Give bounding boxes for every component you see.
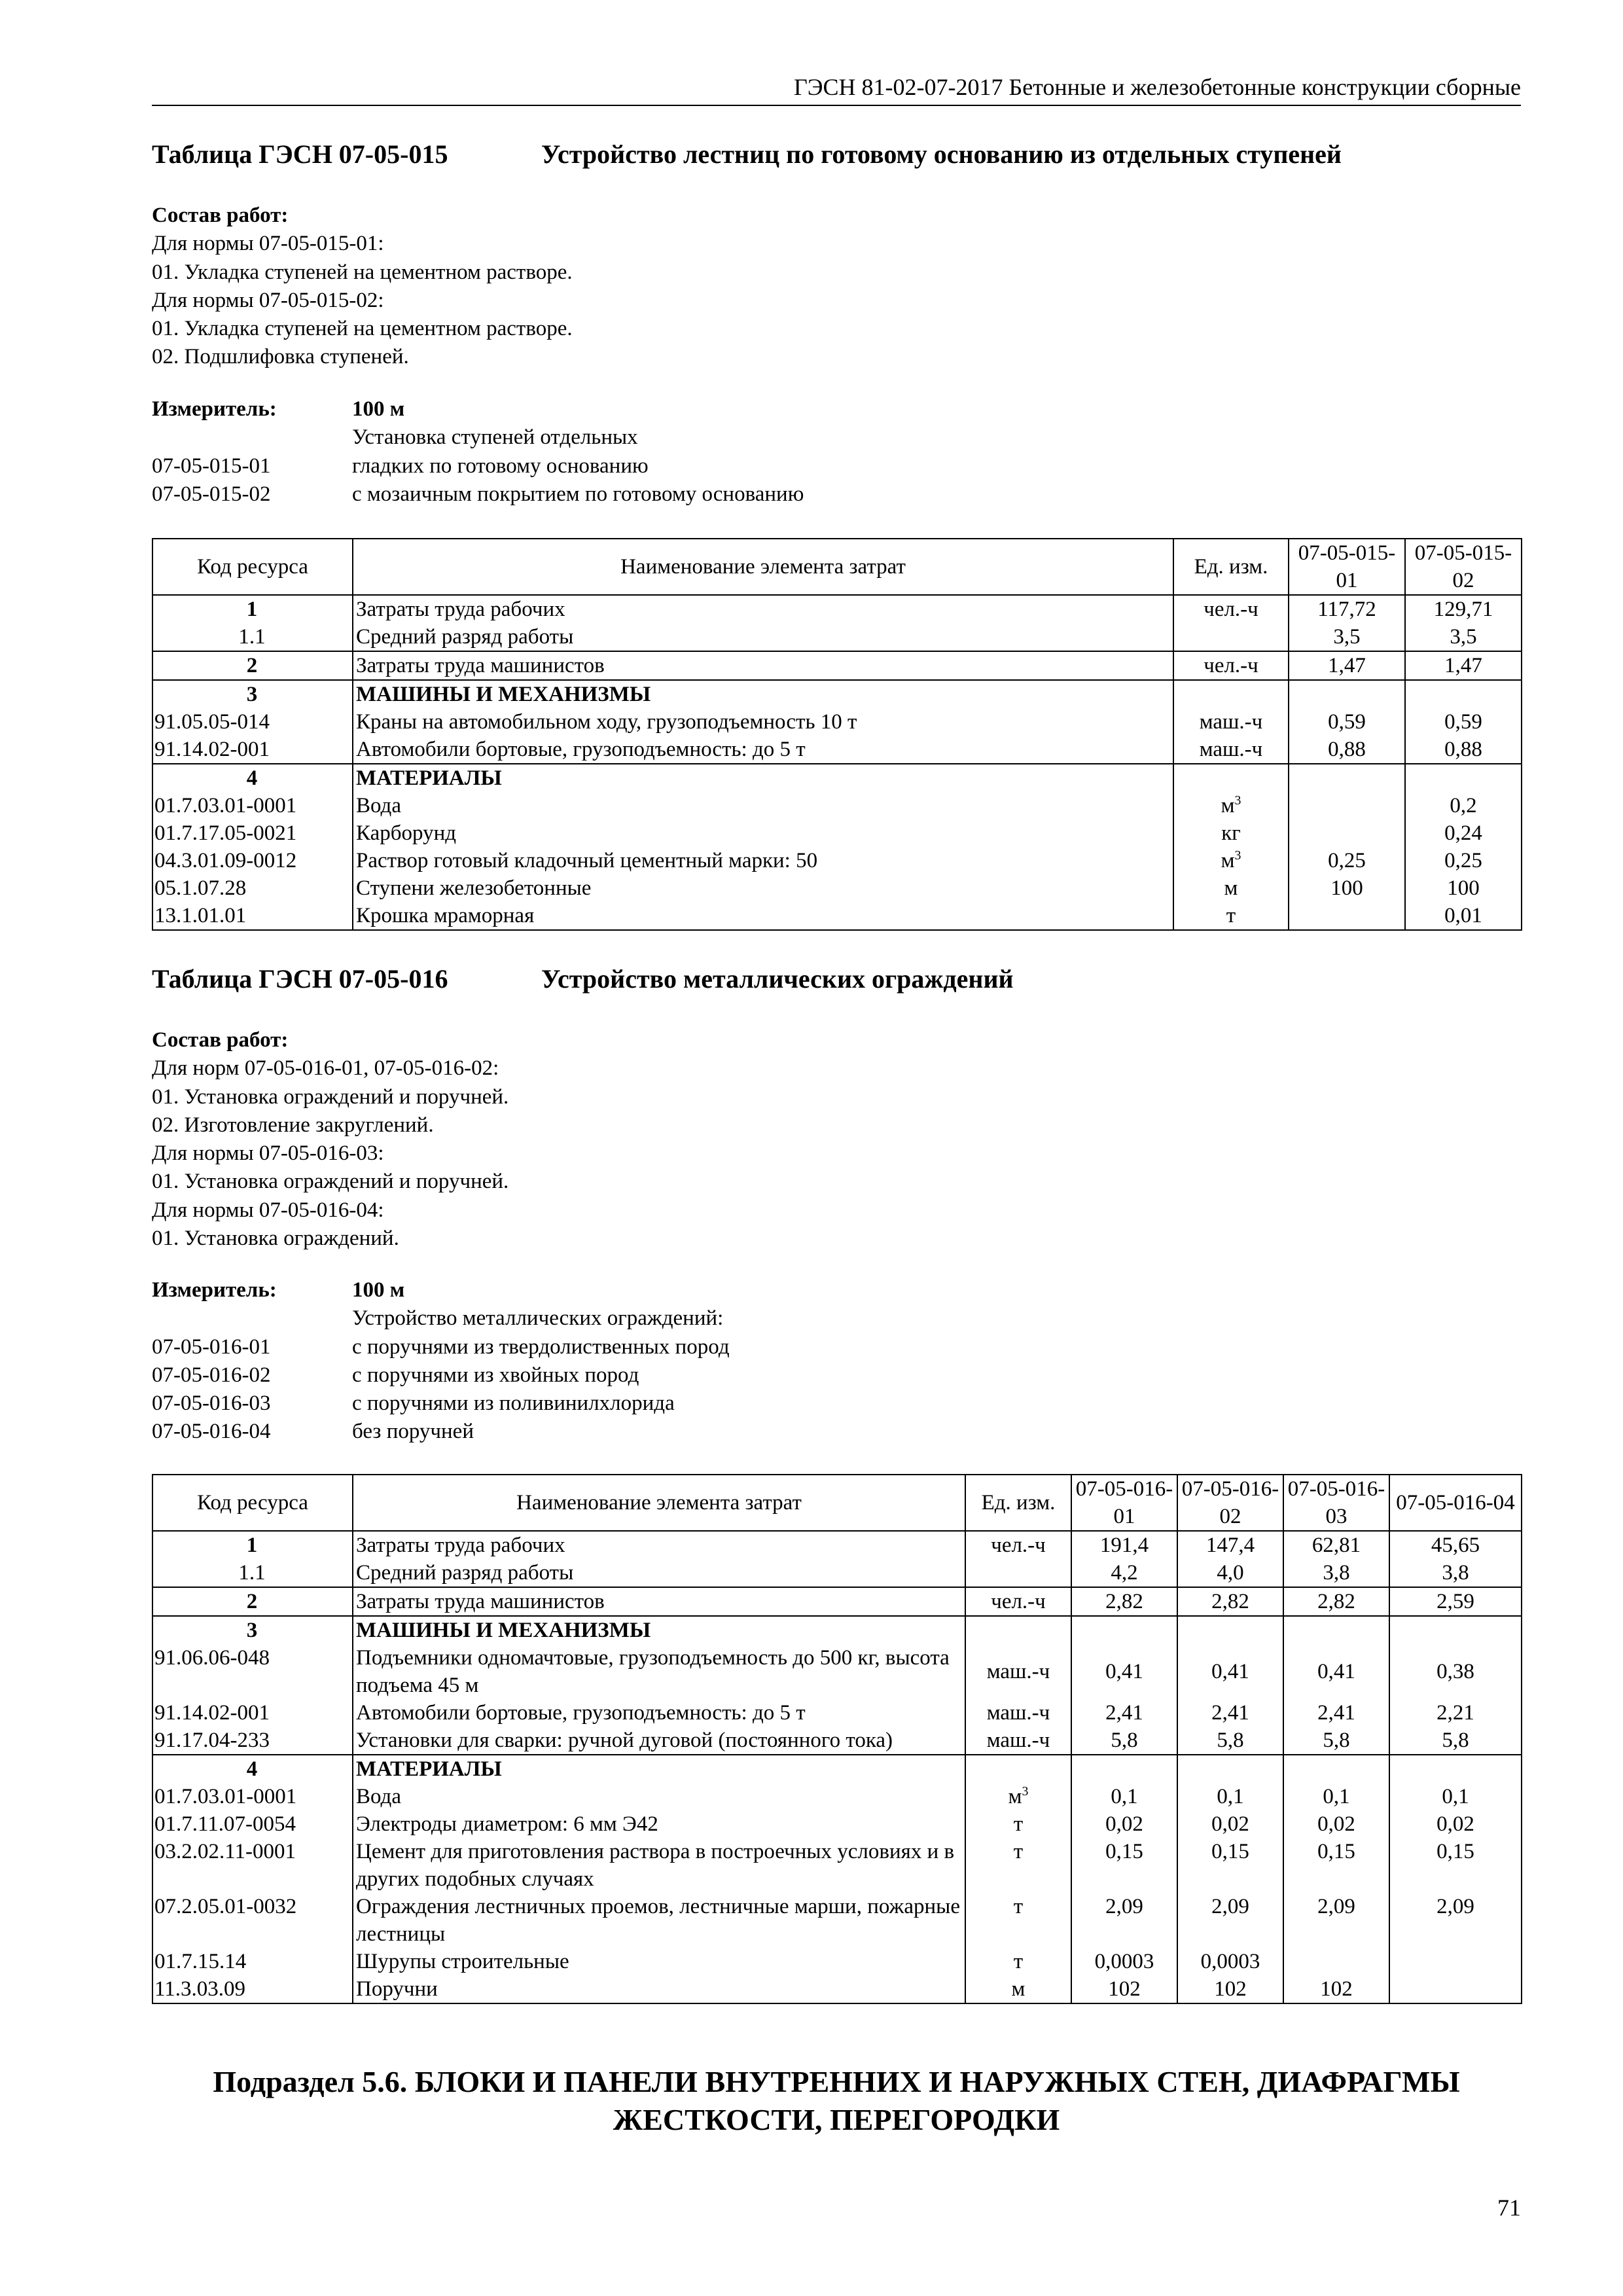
section-title: МАТЕРИАЛЫ — [353, 1755, 965, 1783]
cell-value: 2,82 — [1177, 1587, 1283, 1616]
cell-value: 2,09 — [1283, 1893, 1389, 1948]
cell-value — [1289, 792, 1405, 819]
cell-name: Вода — [353, 792, 1173, 819]
meter-caption: Устройство металлических ограждений: — [352, 1306, 724, 1331]
cell-code: 4 — [152, 764, 353, 792]
cell-code: 91.17.04-233 — [152, 1727, 353, 1755]
cell-name: Краны на автомобильном ходу, грузоподъемность 10 т — [353, 708, 1173, 736]
cell-name: Поручни — [353, 1975, 965, 2003]
cell-value: 0,88 — [1289, 736, 1405, 764]
work-line: 02. Изготовление закруглений. — [152, 1113, 434, 1137]
cell-value: 0,38 — [1389, 1644, 1522, 1699]
work-line: 01. Укладка ступеней на цементном растворе. — [152, 260, 573, 284]
cell-value: 2,59 — [1389, 1587, 1522, 1616]
cell-value: 0,15 — [1283, 1838, 1389, 1893]
work-label: Состав работ: — [152, 204, 289, 227]
table-015-number: Таблица ГЭСН 07-05-015 — [152, 139, 448, 169]
cell-value: 0,88 — [1405, 736, 1522, 764]
cell-code: 91.06.06-048 — [152, 1644, 353, 1699]
cell-unit: маш.-ч — [965, 1727, 1071, 1755]
cell-code: 11.3.03.09 — [152, 1975, 353, 2003]
work-line: 02. Подшлифовка ступеней. — [152, 345, 409, 369]
cell-value: 0,1 — [1283, 1783, 1389, 1810]
table-section-row — [152, 764, 1522, 792]
table-015-work-composition — [152, 202, 1521, 372]
norm-code: 07-05-016-02 — [152, 1363, 271, 1387]
cell-value: 0,41 — [1177, 1644, 1283, 1699]
cell-unit: маш.-ч — [965, 1699, 1071, 1727]
cell-value: 1,47 — [1405, 651, 1522, 680]
table-016-meter — [152, 1276, 1521, 1446]
cell-value: 0,01 — [1405, 902, 1522, 930]
table-header-row — [152, 539, 1522, 595]
cell-code: 01.7.03.01-0001 — [152, 792, 353, 819]
section-title: МАТЕРИАЛЫ — [353, 764, 1173, 792]
cell-code: 07.2.05.01-0032 — [152, 1893, 353, 1948]
cell-value: 0,15 — [1177, 1838, 1283, 1893]
cell-unit: чел.-ч — [965, 1587, 1071, 1616]
cell-unit — [1173, 792, 1289, 819]
cell-unit — [965, 1783, 1071, 1810]
cell-value: 3,5 — [1405, 623, 1522, 651]
cell-value: 5,8 — [1177, 1727, 1283, 1755]
cell-unit: чел.-ч — [965, 1531, 1071, 1559]
cell-value: 129,71 — [1405, 595, 1522, 623]
cell-name: Подъемники одномачтовые, грузоподъемность до 500 кг, высота подъема 45 м — [353, 1644, 965, 1699]
cell-value: 45,65 — [1389, 1531, 1522, 1559]
norm-code: 07-05-015-02 — [152, 482, 271, 506]
cell-name: Средний разряд работы — [353, 1559, 965, 1587]
table-row — [152, 1948, 1522, 1975]
cell-name: Ограждения лестничных проемов, лестничные марши, пожарные лестницы — [353, 1893, 965, 1948]
cell-unit — [965, 1559, 1071, 1587]
cell-value — [1389, 1975, 1522, 2003]
table-row — [152, 792, 1522, 819]
cell-value: 0,1 — [1389, 1783, 1522, 1810]
cell-value: 100 — [1289, 874, 1405, 902]
cell-value: 0,15 — [1389, 1838, 1522, 1893]
table-row — [152, 651, 1522, 680]
table-016-heading — [152, 963, 1014, 994]
cell-value: 0,59 — [1289, 708, 1405, 736]
cell-value: 0,24 — [1405, 819, 1522, 847]
cell-value — [1283, 1948, 1389, 1975]
work-line: 01. Установка ограждений. — [152, 1227, 399, 1251]
work-line: 01. Установка ограждений и поручней. — [152, 1085, 509, 1109]
cell-code: 91.14.02-001 — [152, 1699, 353, 1727]
cell-unit: маш.-ч — [965, 1644, 1071, 1699]
norm-desc: с мозаичным покрытием по готовому основанию — [352, 482, 804, 506]
cell-value: 147,4 — [1177, 1531, 1283, 1559]
cell-code: 3 — [152, 680, 353, 708]
work-line: 01. Укладка ступеней на цементном растворе. — [152, 317, 573, 341]
table-row — [152, 874, 1522, 902]
cell-value: 5,8 — [1071, 1727, 1177, 1755]
table-row — [152, 1783, 1522, 1810]
table-row — [152, 1727, 1522, 1755]
page-number: 71 — [1497, 2195, 1521, 2221]
cell-value: 2,41 — [1177, 1699, 1283, 1727]
cell-unit: т — [965, 1810, 1071, 1838]
subsection-line: ЖЕСТКОСТИ, ПЕРЕГОРОДКИ — [613, 2103, 1060, 2136]
cell-value: 2,09 — [1389, 1893, 1522, 1948]
work-line: Для нормы 07-05-015-02: — [152, 288, 384, 312]
table-016-number: Таблица ГЭСН 07-05-016 — [152, 964, 448, 994]
meter-value: 100 м — [352, 397, 405, 421]
cell-value: 102 — [1177, 1975, 1283, 2003]
cell-value — [1289, 819, 1405, 847]
cell-name: Затраты труда рабочих — [353, 1531, 965, 1559]
meter-label: Измеритель: — [152, 397, 277, 421]
meter-value: 100 м — [352, 1278, 405, 1302]
cell-code: 91.14.02-001 — [152, 736, 353, 764]
cell-unit: чел.-ч — [1173, 595, 1289, 623]
cell-value: 102 — [1283, 1975, 1389, 2003]
table-row — [152, 1587, 1522, 1616]
cell-unit: м — [1173, 874, 1289, 902]
cell-value: 0,0003 — [1071, 1948, 1177, 1975]
cell-code: 91.05.05-014 — [152, 708, 353, 736]
table-row — [152, 1975, 1522, 2003]
cell-name: Затраты труда машинистов — [353, 1587, 965, 1616]
cell-value: 2,09 — [1071, 1893, 1177, 1948]
table-section-row — [152, 1616, 1522, 1644]
cell-value: 117,72 — [1289, 595, 1405, 623]
norm-code: 07-05-015-01 — [152, 454, 271, 478]
cell-value: 3,8 — [1283, 1559, 1389, 1587]
cell-value: 0,02 — [1071, 1810, 1177, 1838]
table-row — [152, 1810, 1522, 1838]
col-norm-header: 07-05-016-01 — [1071, 1475, 1177, 1531]
col-code-header: Код ресурса — [152, 1475, 353, 1531]
work-line: Для нормы 07-05-015-01: — [152, 232, 384, 256]
col-code-header: Код ресурса — [152, 539, 353, 595]
col-norm-header: 07-05-015-01 — [1289, 539, 1405, 595]
table-row — [152, 623, 1522, 651]
section-title: МАШИНЫ И МЕХАНИЗМЫ — [353, 1616, 965, 1644]
table-015-heading — [152, 139, 1342, 170]
col-norm-header: 07-05-015-02 — [1405, 539, 1522, 595]
cell-value: 0,02 — [1389, 1810, 1522, 1838]
work-line: Для нормы 07-05-016-03: — [152, 1141, 384, 1166]
work-line: 01. Установка ограждений и поручней. — [152, 1170, 509, 1194]
cell-unit: чел.-ч — [1173, 651, 1289, 680]
norm-desc: с поручнями из хвойных пород — [352, 1363, 639, 1387]
cell-unit: т — [965, 1838, 1071, 1893]
cell-code: 03.2.02.11-0001 — [152, 1838, 353, 1893]
col-unit-header: Ед. изм. — [1173, 539, 1289, 595]
cell-code: 2 — [152, 1587, 353, 1616]
cell-value: 0,1 — [1071, 1783, 1177, 1810]
table-row — [152, 1838, 1522, 1893]
unit-base: м — [1221, 794, 1235, 817]
cell-name: Автомобили бортовые, грузоподъемность: до 5 т — [353, 736, 1173, 764]
table-row — [152, 736, 1522, 764]
unit-base: м — [1221, 849, 1235, 872]
col-name-header: Наименование элемента затрат — [353, 539, 1173, 595]
cell-name: Средний разряд работы — [353, 623, 1173, 651]
cell-value: 2,09 — [1177, 1893, 1283, 1948]
unit-base: м — [1008, 1785, 1022, 1808]
cell-value: 4,0 — [1177, 1559, 1283, 1587]
subsection-heading — [152, 2063, 1521, 2139]
cell-code: 1 — [152, 1531, 353, 1559]
cell-value: 2,41 — [1071, 1699, 1177, 1727]
cell-code: 13.1.01.01 — [152, 902, 353, 930]
cell-code: 2 — [152, 651, 353, 680]
cell-value: 0,41 — [1283, 1644, 1389, 1699]
cell-name: Затраты труда машинистов — [353, 651, 1173, 680]
col-unit-header: Ед. изм. — [965, 1475, 1071, 1531]
table-section-row — [152, 680, 1522, 708]
cell-value: 0,25 — [1289, 847, 1405, 874]
cell-value: 3,5 — [1289, 623, 1405, 651]
table-row — [152, 902, 1522, 930]
table-015-title: Устройство лестниц по готовому основанию из отдельных ступеней — [541, 139, 1342, 169]
cell-value: 2,82 — [1071, 1587, 1177, 1616]
table-016-title: Устройство металлических ограждений — [541, 964, 1014, 994]
unit-exponent: 3 — [1234, 848, 1241, 863]
cell-unit: маш.-ч — [1173, 708, 1289, 736]
cell-unit: т — [1173, 902, 1289, 930]
cell-name: Ступени железобетонные — [353, 874, 1173, 902]
cell-code: 1.1 — [152, 1559, 353, 1587]
cell-code: 01.7.11.07-0054 — [152, 1810, 353, 1838]
work-line: Для нормы 07-05-016-04: — [152, 1198, 384, 1222]
table-015-costs — [152, 538, 1522, 931]
cell-code: 01.7.03.01-0001 — [152, 1783, 353, 1810]
cell-value — [1389, 1948, 1522, 1975]
unit-exponent: 3 — [1234, 793, 1241, 808]
cell-name: Затраты труда рабочих — [353, 595, 1173, 623]
cell-value: 0,02 — [1283, 1810, 1389, 1838]
cell-code: 1 — [152, 595, 353, 623]
table-row — [152, 847, 1522, 874]
cell-value: 3,8 — [1389, 1559, 1522, 1587]
cell-value: 4,2 — [1071, 1559, 1177, 1587]
cell-value: 0,25 — [1405, 847, 1522, 874]
cell-name: Электроды диаметром: 6 мм Э42 — [353, 1810, 965, 1838]
cell-unit: м — [965, 1975, 1071, 2003]
cell-code: 3 — [152, 1616, 353, 1644]
norm-code: 07-05-016-01 — [152, 1335, 271, 1359]
cell-value: 1,47 — [1289, 651, 1405, 680]
cell-name: Цемент для приготовления раствора в построечных условиях и в других подобных случаях — [353, 1838, 965, 1893]
table-row — [152, 1644, 1522, 1699]
cell-name: Вода — [353, 1783, 965, 1810]
cell-value: 2,82 — [1283, 1587, 1389, 1616]
cell-code: 01.7.15.14 — [152, 1948, 353, 1975]
table-header-row — [152, 1475, 1522, 1531]
col-norm-header: 07-05-016-04 — [1389, 1475, 1522, 1531]
norm-code: 07-05-016-03 — [152, 1391, 271, 1416]
cell-value: 102 — [1071, 1975, 1177, 2003]
cell-code: 05.1.07.28 — [152, 874, 353, 902]
cell-value: 2,21 — [1389, 1699, 1522, 1727]
cell-value: 0,02 — [1177, 1810, 1283, 1838]
cell-unit: т — [965, 1948, 1071, 1975]
meter-label: Измеритель: — [152, 1278, 277, 1302]
section-title: МАШИНЫ И МЕХАНИЗМЫ — [353, 680, 1173, 708]
norm-desc: гладких по готовому основанию — [352, 454, 649, 478]
table-section-row — [152, 1755, 1522, 1783]
cell-value: 191,4 — [1071, 1531, 1177, 1559]
table-row — [152, 1699, 1522, 1727]
table-row — [152, 1893, 1522, 1948]
norm-desc: без поручней — [352, 1420, 474, 1444]
cell-value: 5,8 — [1389, 1727, 1522, 1755]
cell-code: 01.7.17.05-0021 — [152, 819, 353, 847]
work-line: Для норм 07-05-016-01, 07-05-016-02: — [152, 1056, 499, 1081]
cell-value: 5,8 — [1283, 1727, 1389, 1755]
work-label: Состав работ: — [152, 1028, 289, 1052]
meter-caption: Установка ступеней отдельных — [352, 425, 638, 450]
cell-name: Автомобили бортовые, грузоподъемность: до 5 т — [353, 1699, 965, 1727]
cell-unit: кг — [1173, 819, 1289, 847]
cell-unit: т — [965, 1893, 1071, 1948]
running-header: ГЭСН 81-02-07-2017 Бетонные и железобетонные конструкции сборные — [152, 73, 1521, 106]
cell-name: Раствор готовый кладочный цементный марки: 50 — [353, 847, 1173, 874]
cell-value: 0,15 — [1071, 1838, 1177, 1893]
cell-value — [1289, 902, 1405, 930]
cell-code: 1.1 — [152, 623, 353, 651]
cell-name: Карборунд — [353, 819, 1173, 847]
table-row — [152, 819, 1522, 847]
cell-value: 0,0003 — [1177, 1948, 1283, 1975]
cell-value: 0,41 — [1071, 1644, 1177, 1699]
table-016-costs — [152, 1474, 1522, 2004]
table-row — [152, 708, 1522, 736]
norm-desc: с поручнями из поливинилхлорида — [352, 1391, 675, 1416]
table-row — [152, 1559, 1522, 1587]
table-row — [152, 595, 1522, 623]
cell-value: 2,41 — [1283, 1699, 1389, 1727]
cell-name: Установки для сварки: ручной дуговой (постоянного тока) — [353, 1727, 965, 1755]
cell-value: 0,2 — [1405, 792, 1522, 819]
cell-name: Шурупы строительные — [353, 1948, 965, 1975]
col-norm-header: 07-05-016-03 — [1283, 1475, 1389, 1531]
cell-value: 0,1 — [1177, 1783, 1283, 1810]
cell-value: 100 — [1405, 874, 1522, 902]
col-norm-header: 07-05-016-02 — [1177, 1475, 1283, 1531]
cell-unit — [1173, 847, 1289, 874]
table-016-work-composition — [152, 1026, 1521, 1253]
cell-unit — [1173, 623, 1289, 651]
subsection-line: Подраздел 5.6. БЛОКИ И ПАНЕЛИ ВНУТРЕННИХ И НАРУЖНЫХ СТЕН, ДИАФРАГМЫ — [213, 2065, 1460, 2098]
norm-code: 07-05-016-04 — [152, 1420, 271, 1444]
cell-code: 4 — [152, 1755, 353, 1783]
table-015-meter — [152, 395, 1521, 509]
unit-exponent: 3 — [1022, 1784, 1029, 1799]
cell-value: 62,81 — [1283, 1531, 1389, 1559]
cell-value: 0,59 — [1405, 708, 1522, 736]
cell-unit: маш.-ч — [1173, 736, 1289, 764]
norm-desc: с поручнями из твердолиственных пород — [352, 1335, 730, 1359]
table-row — [152, 1531, 1522, 1559]
cell-name: Крошка мраморная — [353, 902, 1173, 930]
col-name-header: Наименование элемента затрат — [353, 1475, 965, 1531]
cell-code: 04.3.01.09-0012 — [152, 847, 353, 874]
